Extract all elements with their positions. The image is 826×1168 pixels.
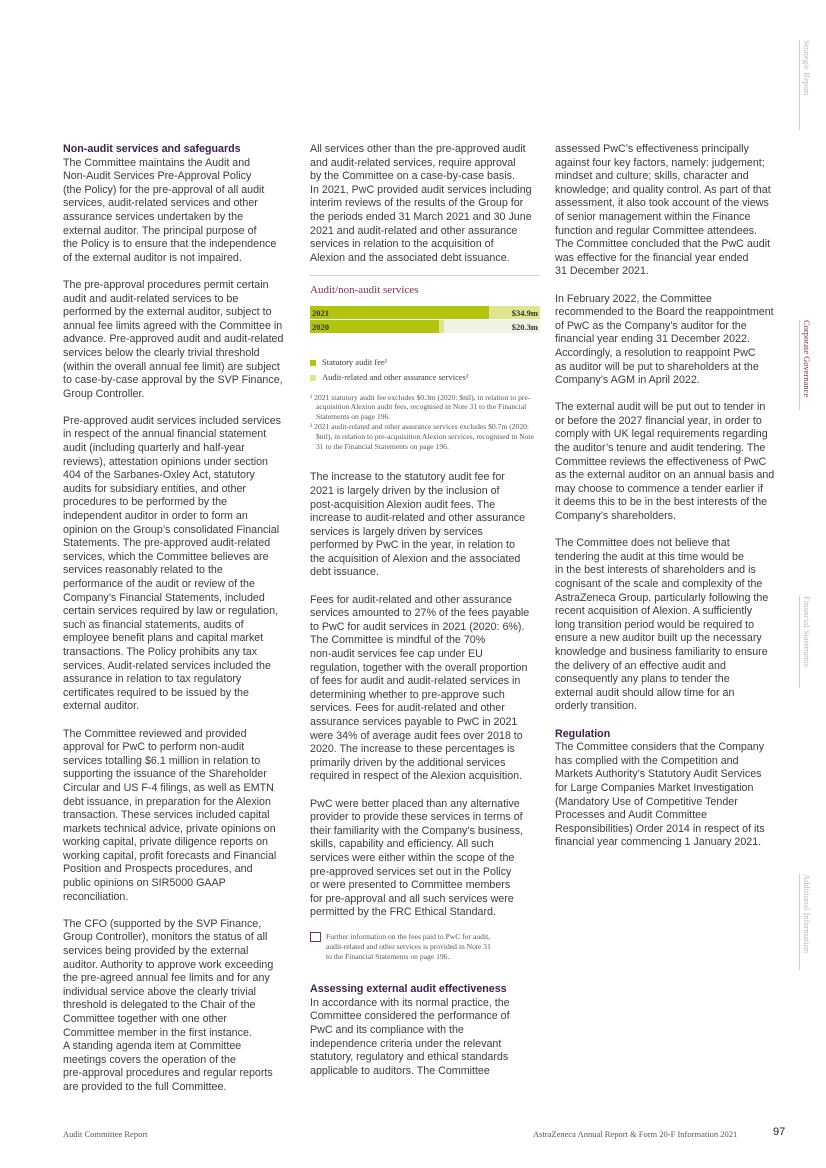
footnote: ¹ 2021 statutory audit fee excludes $0.3m (2020: $nil), in relation to pre-acquisition Alexion audit fees, recognised in Note 31 to the Financial Statements on page 196. [310, 392, 531, 422]
paragraph: The Committee maintains the Audit and Non-Audit Services Pre-Approval Policy (the Policy) for the pre-approval of all audit services, audit-related services and other assurance services undertaken by the external auditor. The principal purpose of the Policy is to ensure that the independence of the external auditor is not impaired. [63, 156, 277, 264]
legend-label: Statutory audit fee¹ [322, 356, 388, 367]
legend-label: Audit-related and other assurance services² [322, 371, 469, 382]
bar-row-2020 [310, 320, 540, 333]
book-icon [310, 932, 321, 942]
paragraph: PwC were better placed than any alternative provider to provide these services in terms of their familiarity with the Company’s business, skills, capability and efficiency. All such services were either within the scope of the pre-approved services set out in the Policy or were presented to Committee members for pre-approval and all such services were permitted by the FRC Ethical Standard. [310, 797, 524, 919]
bar-segment-2020-1 [439, 320, 444, 333]
chart-bars [310, 306, 540, 333]
column-left [63, 143, 293, 1095]
column-middle [310, 143, 540, 1078]
side-nav-label: Strategic Report [802, 40, 812, 96]
audit-fee-chart [310, 275, 540, 451]
paragraph: The external audit will be put out to tender in or before the 2027 financial year, in order to comply with UK legal requirements regarding the auditor’s tenure and audit tendering. The Committee reviews the effectiveness of PwC as the external auditor on an annual basis and may choose to commence a tender earlier if it deems this to be in the best interests of the Company’s shareholders. [555, 401, 775, 523]
info-note [310, 932, 540, 961]
section-heading: Assessing external audit effectiveness [310, 983, 507, 996]
section-heading: Non-audit services and safeguards [63, 143, 241, 155]
side-nav-corporate-governance[interactable] [799, 320, 826, 410]
paragraph: The increase to the statutory audit fee for 2021 is largely driven by the inclusion of post-acquisition Alexion audit fees. The increase to audit-related and other assurance services is largely driven by services performed by PwC in the year, in relation to the acquisition of Alexion and the associated debt issuance. [310, 471, 526, 579]
bar-category-label: 2021 [312, 307, 329, 318]
paragraph: In February 2022, the Committee recommended to the Board the reappointment of PwC as the Company’s auditor for the financial year ending 31 December 2022. Accordingly, a resolution to reappoint PwC as auditor will be put to shareholders at the Company’s AGM in April 2022. [555, 292, 774, 387]
chart-legend [310, 355, 540, 385]
info-note-text: Further information on the fees paid to PwC for audit, audit-related and other services is provided in Note 31 to the Financial Statements on page 196. [326, 931, 491, 961]
paragraph: Pre-approved audit services included services in respect of the annual financial statement audit (including quarterly and half-year reviews), attestation opinions under section 404 of the Sarbanes-Oxley Act, statutory audits for subsidiary entities, and other procedures to be performed by the independent auditor in order to form an opinion on the Group’s consolidated Financial Statements. The pre-approved audit-related services, which the Committee believes are services reasonably related to the performance of the audit or review of the Company’s Financial Statements, included certain services required by law or regulation, such as financial statements, audits of employee benefit plans and capital market transactions. The Policy prohibits any tax services. Audit-related services included the assurance in relation to tax regulatory certificates required to be issued by the external auditor. [63, 414, 282, 713]
chart-title: Audit/non-audit services [310, 275, 540, 298]
bar-segment-2021-0 [310, 306, 489, 319]
column-right [555, 143, 785, 850]
paragraph: The CFO (supported by the SVP Finance, Group Controller), monitors the status of all services being provided by the external auditor. Authority to approve work exceeding the pre-agreed annual fee limits and for any individual service above the clearly trivial threshold is delegated to the Chair of the Committee together with one other Committee member in the first instance. A standing agenda item at Committee meetings covers the operation of the pre-approval procedures and regular reports are provided to the full Committee. [63, 917, 274, 1093]
section-heading: Regulation [555, 727, 611, 740]
paragraph: The Committee considers that the Company has complied with the Competition and Markets Authority’s Statutory Audit Services for Large Companies Market Investigation (Mandatory Use of Competitive Tender Processes and Audit Committee Responsibilities) Order 2014 in respect of its financial year commencing 1 January 2021. [555, 741, 765, 849]
bar-total-label: $34.9m [511, 307, 538, 318]
side-nav-label: Corporate Governance [802, 320, 812, 398]
paragraph: In accordance with its normal practice, the Committee considered the performance of PwC and its compliance with the independence criteria under the relevant statutory, regulatory and ethical standards applicable to auditors. The Committee [310, 996, 510, 1077]
footer-report-title: AstraZeneca Annual Report & Form 20-F Information 2021 [533, 1129, 738, 1139]
side-nav-label: Additional Information [802, 874, 812, 954]
bar-row-2021 [310, 306, 540, 319]
page-number: 97 [773, 1126, 786, 1138]
side-nav-label: Financial Statements [802, 596, 812, 668]
legend-swatch-audit-related [310, 375, 316, 381]
paragraph: The Committee reviewed and provided approval for PwC to perform non-audit services totalling $6.1 million in relation to supporting the issuance of the Shareholder Circular and US F-4 filings, as well as EMTN debt issuance, in preparation for the Alexion transaction. These services included capital markets technical advice, private opinions on working capital, private diligence reports on working capital, profit forecasts and Financial Position and Prospects procedures, and public opinions on SIR5000 GAAP reconciliation. [63, 727, 277, 903]
paragraph: All services other than the pre-approved audit and audit-related services, require approval by the Committee on a case-by-case basis. In 2021, PwC provided audit services including interim reviews of the results of the Group for the periods ended 31 March 2021 and 30 June 2021 and audit-related and other assurance services in relation to the acquisition of Alexion and the associated debt issuance. [310, 143, 532, 264]
bar-category-label: 2020 [312, 321, 329, 332]
paragraph: The Committee does not believe that tendering the audit at this time would be in the best interests of shareholders and is cognisant of the scale and complexity of the AstraZeneca Group, particularly following the recent acquisition of Alexion. A sufficiently long transition period would be required to ensure a new auditor built up the necessary knowledge and business familiarity to ensure the delivery of an effective audit and consequently any plans to tender the external audit should allow time for an orderly transition. [555, 537, 769, 713]
legend-swatch-statutory [310, 360, 316, 366]
legend-item [310, 355, 540, 370]
paragraph: assessed PwC’s effectiveness principally against four key factors, namely: judgement; mindset and culture; skills, character and knowledge; and quality control. As part of that assessment, it also took account of the views of senior management within the Finance function and regular Committee attendees. The Committee concluded that the PwC audit was effective for the financial year ended 31 December 2021. [555, 143, 771, 278]
chart-footnotes [310, 393, 540, 452]
side-nav-additional-information[interactable] [799, 874, 826, 970]
side-nav-financial-statements[interactable] [799, 596, 826, 688]
side-nav-strategic-report[interactable] [799, 40, 826, 130]
legend-item [310, 370, 540, 385]
footer-section-title: Audit Committee Report [63, 1129, 148, 1139]
bar-total-label: $20.3m [511, 321, 538, 332]
bar-segment-2020-0 [310, 320, 439, 333]
footnote: ² 2021 audit-related and other assurance services excludes $0.7m (2020: $nil), in relation to pre-acquisition Alexion services, recognised in Note 31 to the Financial Statements on page 196. [310, 421, 534, 451]
paragraph: The pre-approval procedures permit certain audit and audit-related services to be performed by the external auditor, subject to annual fee limits agreed with the Committee in advance. Pre-approved audit and audit-related services below the clearly trivial threshold (within the overall annual fee limit) are subject to case-by-case approval by the SVP Finance, Group Controller. [63, 278, 284, 400]
paragraph: Fees for audit-related and other assurance services amounted to 27% of the fees payable to PwC for audit services in 2021 (2020: 6%). The Committee is mindful of the 70% non-audit services fee cap under EU regulation, together with the overall proportion of fees for audit and audit-related services in determining whether to pre-approve such services. Fees for audit-related and other assurance services payable to PwC in 2021 were 34% of average audit fees over 2018 to 2020. The increase to these percentages is primarily driven by the additional services required in respect of the Alexion acquisition. [310, 593, 530, 783]
